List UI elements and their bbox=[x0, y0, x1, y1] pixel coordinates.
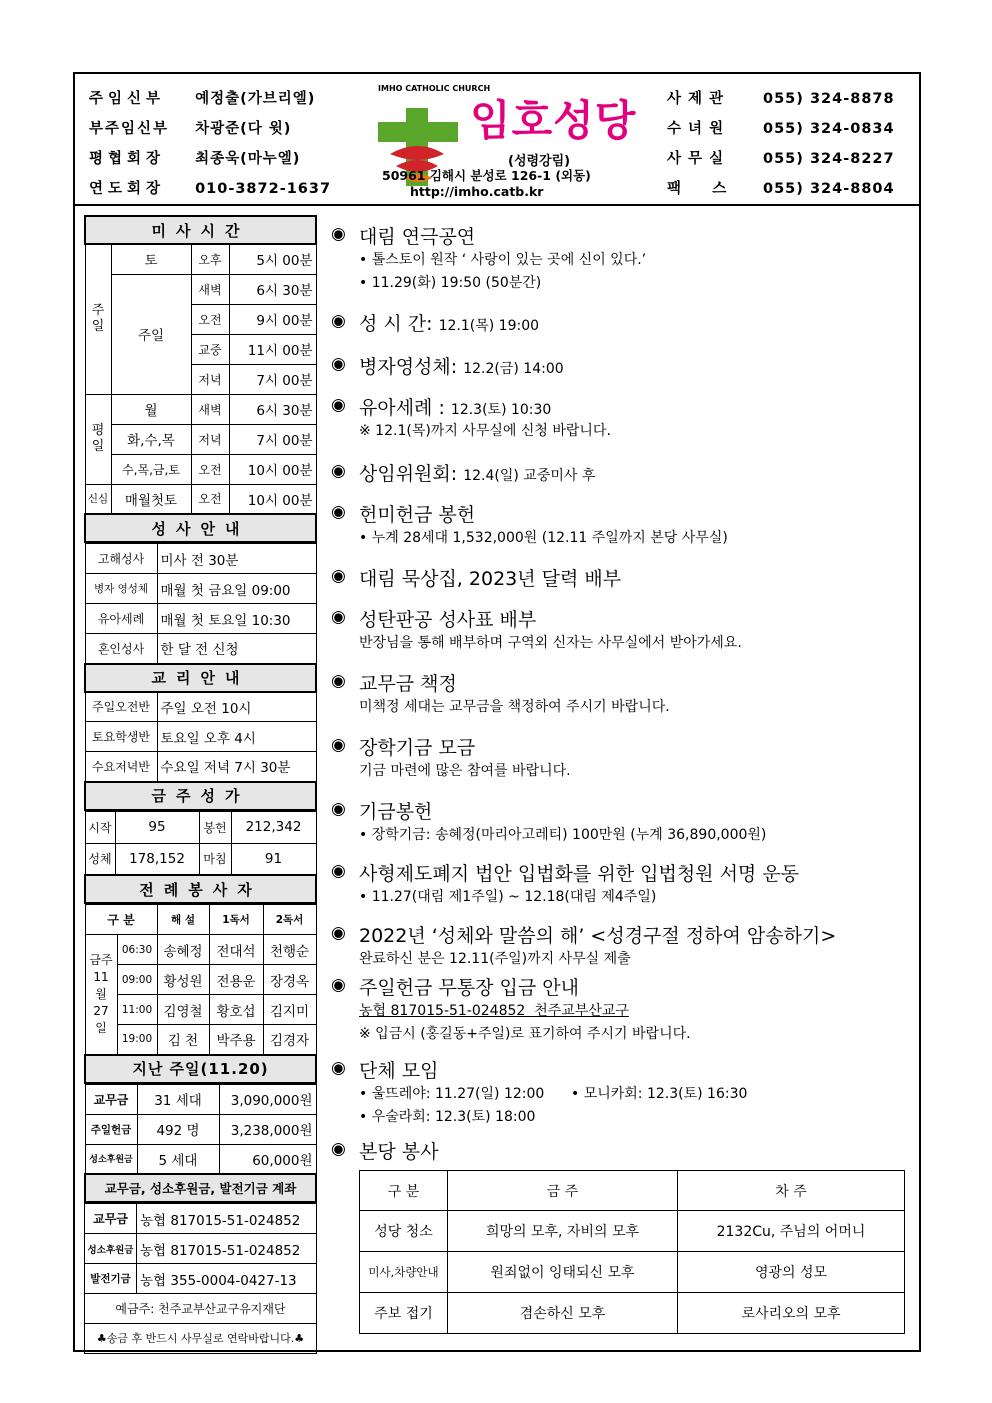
announcement-title: 본당 봉사 bbox=[359, 1141, 439, 1163]
announcement-item bbox=[329, 973, 919, 1046]
announcement-title-line bbox=[359, 605, 919, 632]
announcement-title-line bbox=[359, 459, 919, 486]
service-col-header: 금 주 bbox=[448, 1171, 678, 1211]
announcement-title: 성탄판공 성사표 배부 bbox=[359, 609, 537, 631]
church-logo-block bbox=[370, 80, 670, 204]
table-row: 성소후원금 5 세대 60,000원 bbox=[85, 1144, 316, 1174]
table-row bbox=[360, 1293, 905, 1334]
header-right-row: 사 제 관 055) 324-8878 bbox=[667, 91, 895, 107]
mass-times-table: 미사시간 주일 토 오후 5시 00분 주일 새벽 6시 30분 오전 9시 00분 교중 11시 00분 저녁 7시 00분 평일 월 새벽 6시 30분 화,수,목 저녁 7시 00분 수,목,금,토 오전 10시 00분 신심 매월첫토 오전 10시 00분 성사안내 bbox=[84, 215, 317, 543]
header bbox=[75, 74, 919, 206]
header-left-row: 부주임신부 차광준(다 윗) bbox=[89, 121, 292, 137]
bullet-target-icon: ◉ bbox=[331, 671, 346, 691]
announcement-title: 상임위원회: bbox=[359, 463, 458, 485]
announcement-item bbox=[329, 605, 919, 655]
announcement-detail: ※ 입금시 (홍길동+주일)로 표기하여 주시기 바랍니다. bbox=[359, 1026, 691, 1042]
account-holder: 예금주: 천주교부산교구유지재단 bbox=[84, 1294, 317, 1324]
table-row: 병자 영성체 매월 첫 금요일 09:00 bbox=[85, 574, 316, 604]
service-cell: 원죄없이 잉태되신 모후 bbox=[448, 1252, 678, 1293]
announcement-title: 단체 모임 bbox=[359, 1060, 439, 1082]
announcement-title: 장학기금 모금 bbox=[359, 737, 476, 759]
announcement-value: 12.3(토) 10:30 bbox=[450, 402, 552, 418]
announcement-title-line bbox=[359, 1056, 919, 1083]
announcement-title: 교무금 책정 bbox=[359, 673, 457, 695]
table-row: 시작 95 봉헌 212,342 bbox=[85, 811, 316, 843]
header-left-row: 연도회장 010-3872-1637 bbox=[89, 181, 332, 197]
announcement-item bbox=[329, 393, 919, 443]
church-subtitle: (성령강림) bbox=[508, 154, 571, 169]
announcement-item bbox=[329, 459, 919, 486]
accounts-heading: 교무금, 성소후원금, 발전기금 계좌 bbox=[85, 1174, 316, 1202]
bullet-target-icon: ◉ bbox=[331, 1139, 346, 1159]
service-cell: 겸손하신 모후 bbox=[448, 1293, 678, 1334]
announcement-title: 성 시 간: bbox=[359, 313, 433, 335]
announcement-item bbox=[329, 1137, 919, 1164]
announcement-detail: 미책정 세대는 교무금을 책정하여 주시기 바랍니다. bbox=[359, 699, 670, 715]
church-url[interactable]: http://imho.catb.kr bbox=[410, 184, 544, 199]
announcement-title-line bbox=[359, 669, 919, 696]
announcement-title: 병자영성체: bbox=[359, 356, 458, 378]
announcement-title: 헌미헌금 봉헌 bbox=[359, 504, 476, 526]
announcement-item bbox=[329, 921, 919, 971]
transfer-notice: ♣송금 후 반드시 사무실로 연락바랍니다.♣ bbox=[84, 1324, 317, 1354]
announcement-item bbox=[329, 797, 919, 847]
bullet-target-icon: ◉ bbox=[331, 735, 346, 755]
sidebar bbox=[84, 215, 317, 1354]
announcement-item bbox=[329, 222, 919, 295]
announcement-detail: 기금 마련에 많은 참여를 바랍니다. bbox=[359, 763, 571, 779]
announcement-detail: 완료하신 분은 12.11(주일)까지 사무실 제출 bbox=[359, 951, 631, 967]
service-col-header: 차 주 bbox=[678, 1171, 905, 1211]
servers-date: 금주 11월 27일 bbox=[85, 935, 117, 1055]
church-name: 임호성당 bbox=[470, 96, 637, 145]
bullet-target-icon: ◉ bbox=[331, 311, 346, 331]
header-right-row: 수 녀 원 055) 324-0834 bbox=[667, 121, 895, 137]
announcement-title: 대림 묵상집, 2023년 달력 배부 bbox=[359, 568, 622, 590]
announcement-item bbox=[329, 669, 919, 719]
announcement-detail: • 우술라회: 12.3(토) 18:00 bbox=[359, 1109, 536, 1125]
header-right-row: 사 무 실 055) 324-8227 bbox=[667, 151, 895, 167]
announcement-title: 사형제도폐지 법안 입법화를 위한 입법청원 서명 운동 bbox=[359, 863, 800, 885]
announcement-value: 12.1(목) 19:00 bbox=[438, 318, 540, 334]
table-row: 유아세례 매월 첫 토요일 10:30 bbox=[85, 604, 316, 634]
announcement-item bbox=[329, 352, 919, 379]
header-left-row: 평협회장 최종욱(마누엘) bbox=[89, 151, 301, 167]
logo-arc-text: IMHO CATHOLIC CHURCH bbox=[378, 84, 491, 93]
bulletin-page bbox=[73, 72, 921, 1352]
hymns-heading: 금주성가 bbox=[85, 782, 316, 810]
service-cell: 주보 접기 bbox=[360, 1293, 448, 1334]
bullet-target-icon: ◉ bbox=[331, 1058, 346, 1078]
servers-heading: 전례봉사자 bbox=[85, 875, 316, 903]
announcement-title: 2022년 ‘성체와 말씀의 해’ <성경구절 정하여 암송하기> bbox=[359, 925, 837, 947]
table-row: 교무금 농협 817015-51-024852 bbox=[85, 1204, 317, 1234]
announcement-title-line bbox=[359, 393, 919, 420]
table-row: 09:00 황성원 전용운 장경옥 bbox=[85, 965, 316, 995]
table-row: 수요저녁반 수요일 저녁 7시 30분 bbox=[85, 752, 316, 782]
announcement-title: 주일헌금 무통장 입금 안내 bbox=[359, 977, 580, 999]
bullet-target-icon: ◉ bbox=[331, 566, 346, 586]
announcement-title-line bbox=[359, 973, 919, 1000]
bullet-target-icon: ◉ bbox=[331, 461, 346, 481]
table-row: 발전기금 농협 355-0004-0427-13 bbox=[85, 1264, 317, 1294]
bullet-target-icon: ◉ bbox=[331, 502, 346, 522]
announcement-detail: • 톨스토이 원작 ‘ 사랑이 있는 곳에 신이 있다.’ bbox=[359, 252, 647, 268]
announcement-detail: 반장님을 통해 배부하며 구역외 신자는 사무실에서 받아가세요. bbox=[359, 635, 742, 651]
service-cell: 희망의 모후, 자비의 모후 bbox=[448, 1211, 678, 1252]
announcement-title-line bbox=[359, 921, 919, 948]
announcement-title-line bbox=[359, 1137, 919, 1164]
announcement-title-line bbox=[359, 222, 919, 249]
announcement-title-line bbox=[359, 309, 919, 336]
bullet-target-icon: ◉ bbox=[331, 861, 346, 881]
weekday-label: 평일 bbox=[85, 394, 111, 484]
service-cell: 미사,차량안내 bbox=[360, 1252, 448, 1293]
table-row: 혼인성사 한 달 전 신청 bbox=[85, 634, 316, 664]
announcement-title-line bbox=[359, 797, 919, 824]
announcement-item bbox=[329, 309, 919, 336]
announcement-detail: 농협 817015-51-024852 천주교부산교구 bbox=[359, 1003, 629, 1019]
announcements bbox=[329, 222, 919, 1334]
sacraments-table bbox=[84, 543, 317, 811]
table-row: 주일헌금 492 명 3,238,000원 bbox=[85, 1114, 316, 1144]
bullet-target-icon: ◉ bbox=[331, 607, 346, 627]
service-cell: 로사리오의 모후 bbox=[678, 1293, 905, 1334]
announcement-item bbox=[329, 859, 919, 909]
mass-heading: 미사시간 bbox=[85, 216, 316, 244]
bullet-target-icon: ◉ bbox=[331, 923, 346, 943]
table-row: 주일오전반 주일 오전 10시 bbox=[85, 692, 316, 722]
table-row: 고해성사 미사 전 30분 bbox=[85, 544, 316, 574]
table-row: 금주 11월 27일 06:30 송혜정 전대석 천행순 bbox=[85, 935, 316, 965]
bullet-target-icon: ◉ bbox=[331, 354, 346, 374]
announcement-item bbox=[329, 1056, 919, 1129]
announcement-item bbox=[329, 733, 919, 783]
announcement-value: 12.4(일) 교중미사 후 bbox=[463, 468, 596, 484]
header-contacts bbox=[667, 84, 917, 204]
announcement-item bbox=[329, 500, 919, 550]
service-cell: 성당 청소 bbox=[360, 1211, 448, 1252]
service-cell: 2132Cu, 주님의 어머니 bbox=[678, 1211, 905, 1252]
announcement-detail: ※ 12.1(목)까지 사무실에 신청 바랍니다. bbox=[359, 423, 611, 439]
announcement-title-line bbox=[359, 500, 919, 527]
table-row: 19:00 김 천 박주용 김경자 bbox=[85, 1025, 316, 1055]
servers-table: 구 분 해 설 1독서 2독서 금주 11월 27일 06:30 송혜정 전대석 천행순 09:00 황성원 전용운 장경옥 11:00 김영철 황호섭 김지미 19:00 김 천 박주용 김경자 지난 주일(11.20) bbox=[84, 904, 317, 1084]
hymns-table bbox=[84, 811, 317, 905]
announcement-detail: • 11.29(화) 19:50 (50분간) bbox=[359, 275, 542, 291]
last-week-table bbox=[84, 1084, 317, 1204]
table-row: 교무금 31 세대 3,090,000원 bbox=[85, 1084, 316, 1114]
parish-service-table bbox=[359, 1170, 905, 1334]
bullet-target-icon: ◉ bbox=[331, 799, 346, 819]
service-col-header: 구 분 bbox=[360, 1171, 448, 1211]
doctrine-heading: 교리안내 bbox=[85, 664, 316, 692]
bullet-target-icon: ◉ bbox=[331, 224, 346, 244]
table-row: 성체 178,152 마침 91 bbox=[85, 843, 316, 875]
sacraments-heading: 성사안내 bbox=[85, 514, 316, 542]
announcement-title-line bbox=[359, 733, 919, 760]
announcement-item bbox=[329, 564, 919, 591]
table-row bbox=[360, 1211, 905, 1252]
header-right-row: 팩 스 055) 324-8804 bbox=[667, 181, 895, 197]
header-clergy bbox=[89, 84, 359, 204]
announcement-detail: • 장학기금: 송혜정(마리아고레티) 100만원 (누계 36,890,000원) bbox=[359, 827, 767, 843]
service-cell: 영광의 성모 bbox=[678, 1252, 905, 1293]
announcement-title: 유아세례 : bbox=[359, 397, 445, 419]
sunday-label: 주일 bbox=[85, 244, 111, 394]
announcement-title-line bbox=[359, 352, 919, 379]
table-row: 성소후원금 농협 817015-51-024852 bbox=[85, 1234, 317, 1264]
header-left-row: 주임신부 예정출(가브리엘) bbox=[89, 91, 316, 107]
accounts-table bbox=[84, 1203, 317, 1294]
announcement-detail: • 누계 28세대 1,532,000원 (12.11 주일까지 본당 사무실) bbox=[359, 530, 728, 546]
announcement-title: 기금봉헌 bbox=[359, 801, 433, 823]
announcement-value: 12.2(금) 14:00 bbox=[463, 361, 564, 377]
table-row: 11:00 김영철 황호섭 김지미 bbox=[85, 995, 316, 1025]
bullet-target-icon: ◉ bbox=[331, 975, 346, 995]
announcement-title-line bbox=[359, 564, 919, 591]
announcement-detail: • 울뜨레야: 11.27(일) 12:00 • 모니카회: 12.3(토) 16:30 bbox=[359, 1086, 748, 1102]
announcement-detail: • 11.27(대림 제1주일) ~ 12.18(대림 제4주일) bbox=[359, 889, 657, 905]
last-week-heading: 지난 주일(11.20) bbox=[85, 1055, 316, 1083]
announcement-title-line bbox=[359, 859, 919, 886]
announcement-title: 대림 연극공연 bbox=[359, 226, 476, 248]
table-row bbox=[360, 1252, 905, 1293]
church-address: 50961 김해시 분성로 126-1 (외동) bbox=[382, 168, 591, 183]
bullet-target-icon: ◉ bbox=[331, 395, 346, 415]
table-row: 토요학생반 토요일 오후 4시 bbox=[85, 722, 316, 752]
